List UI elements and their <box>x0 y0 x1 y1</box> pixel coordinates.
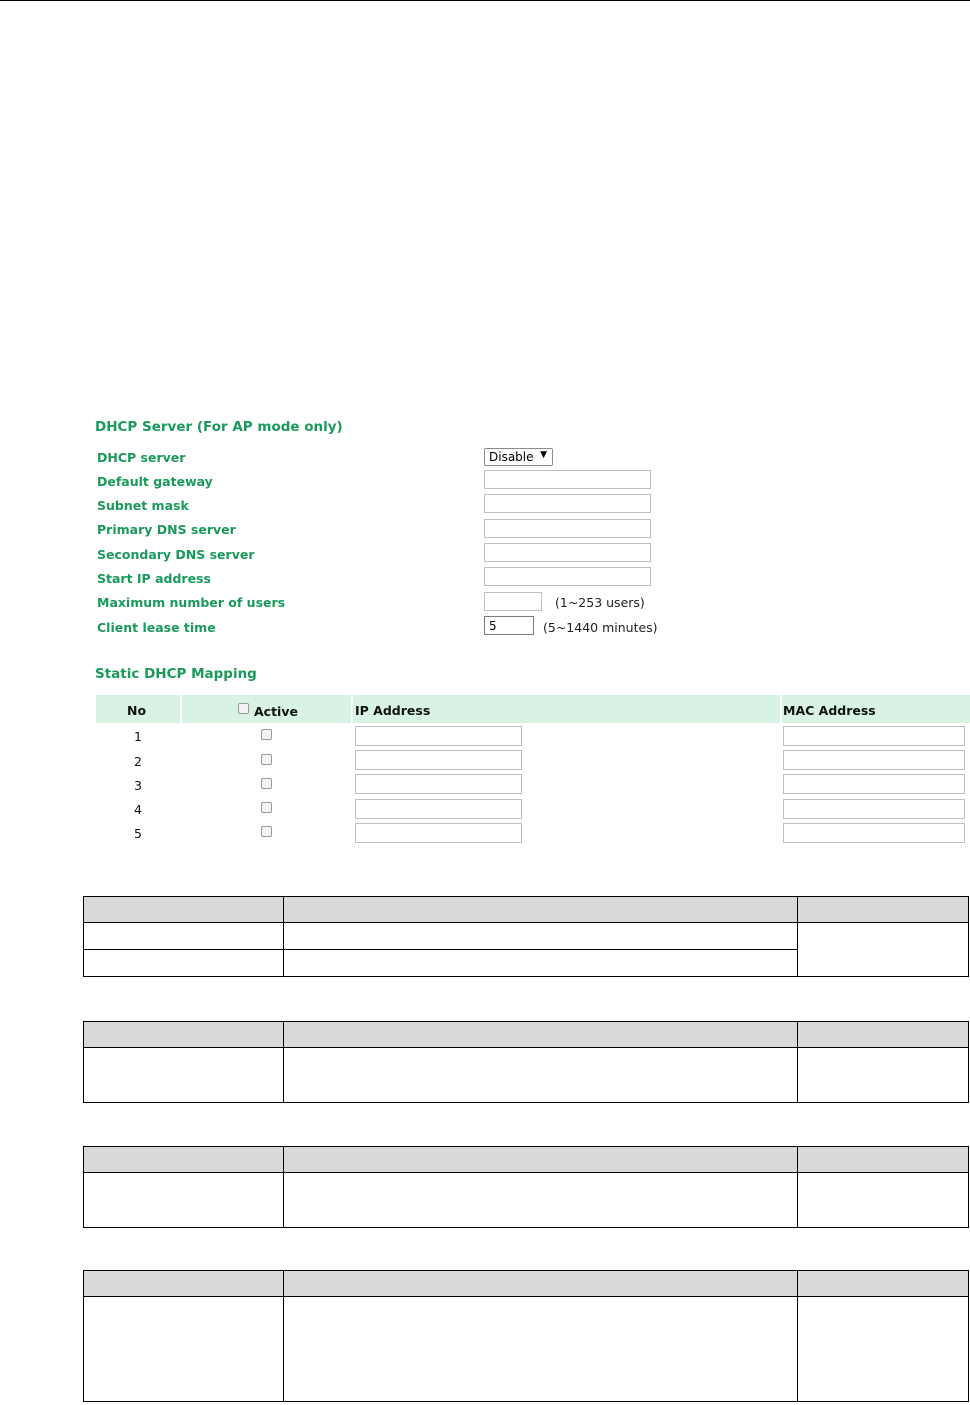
subnet-mask-input[interactable] <box>484 494 651 513</box>
parameter-table-2 <box>83 1021 969 1103</box>
header-no: No <box>127 703 147 718</box>
primary-dns-input[interactable] <box>484 519 651 538</box>
start-ip-label: Start IP address <box>97 571 211 586</box>
row-number: 2 <box>134 754 142 769</box>
table-header-row <box>84 897 969 923</box>
lease-time-input[interactable] <box>484 616 534 635</box>
dropdown-arrow-icon: ▼ <box>540 450 547 460</box>
row-number: 5 <box>134 826 142 841</box>
table-header-row <box>84 1022 969 1048</box>
table-header-row <box>84 1147 969 1173</box>
table-header-row <box>84 1271 969 1297</box>
table-row <box>84 1173 969 1228</box>
row-active-checkbox[interactable] <box>261 778 272 789</box>
dhcp-server-select[interactable] <box>484 448 553 466</box>
row-ip-input[interactable] <box>355 774 522 794</box>
max-users-label: Maximum number of users <box>97 595 286 610</box>
max-users-input[interactable] <box>484 592 542 611</box>
header-ip-address: IP Address <box>355 703 431 718</box>
dhcp-server-label: DHCP server <box>97 450 186 465</box>
row-active-checkbox[interactable] <box>261 826 272 837</box>
table-row <box>84 1048 969 1103</box>
lease-time-label: Client lease time <box>97 620 216 635</box>
header-mac-address: MAC Address <box>783 703 876 718</box>
row-mac-input[interactable] <box>783 823 965 843</box>
row-number: 4 <box>134 802 142 817</box>
parameter-table-3 <box>83 1146 969 1228</box>
header-active: Active <box>254 704 298 719</box>
dhcp-server-title: DHCP Server (For AP mode only) <box>95 419 343 435</box>
start-ip-input[interactable] <box>484 567 651 586</box>
row-active-checkbox[interactable] <box>261 802 272 813</box>
primary-dns-label: Primary DNS server <box>97 522 236 537</box>
row-active-checkbox[interactable] <box>261 754 272 765</box>
row-number: 3 <box>134 778 142 793</box>
table-row <box>84 1297 969 1402</box>
row-ip-input[interactable] <box>355 750 522 770</box>
page-header-rule <box>0 0 970 1</box>
row-number: 1 <box>134 729 142 744</box>
row-ip-input[interactable] <box>355 823 522 843</box>
subnet-mask-label: Subnet mask <box>97 498 189 513</box>
parameter-table-1 <box>83 896 969 977</box>
row-active-checkbox[interactable] <box>261 729 272 740</box>
static-mapping-title: Static DHCP Mapping <box>95 666 257 682</box>
parameter-table-4 <box>83 1270 969 1402</box>
row-ip-input[interactable] <box>355 726 522 746</box>
row-mac-input[interactable] <box>783 750 965 770</box>
max-users-hint: (1~253 users) <box>555 595 645 610</box>
row-ip-input[interactable] <box>355 799 522 819</box>
secondary-dns-label: Secondary DNS server <box>97 547 255 562</box>
lease-time-hint: (5~1440 minutes) <box>543 620 658 635</box>
select-all-checkbox[interactable] <box>238 703 249 714</box>
default-gateway-label: Default gateway <box>97 474 213 489</box>
table-row <box>84 923 969 950</box>
row-mac-input[interactable] <box>783 774 965 794</box>
row-mac-input[interactable] <box>783 726 965 746</box>
row-mac-input[interactable] <box>783 799 965 819</box>
dhcp-server-select-value: Disable <box>489 450 534 464</box>
secondary-dns-input[interactable] <box>484 543 651 562</box>
default-gateway-input[interactable] <box>484 470 651 489</box>
